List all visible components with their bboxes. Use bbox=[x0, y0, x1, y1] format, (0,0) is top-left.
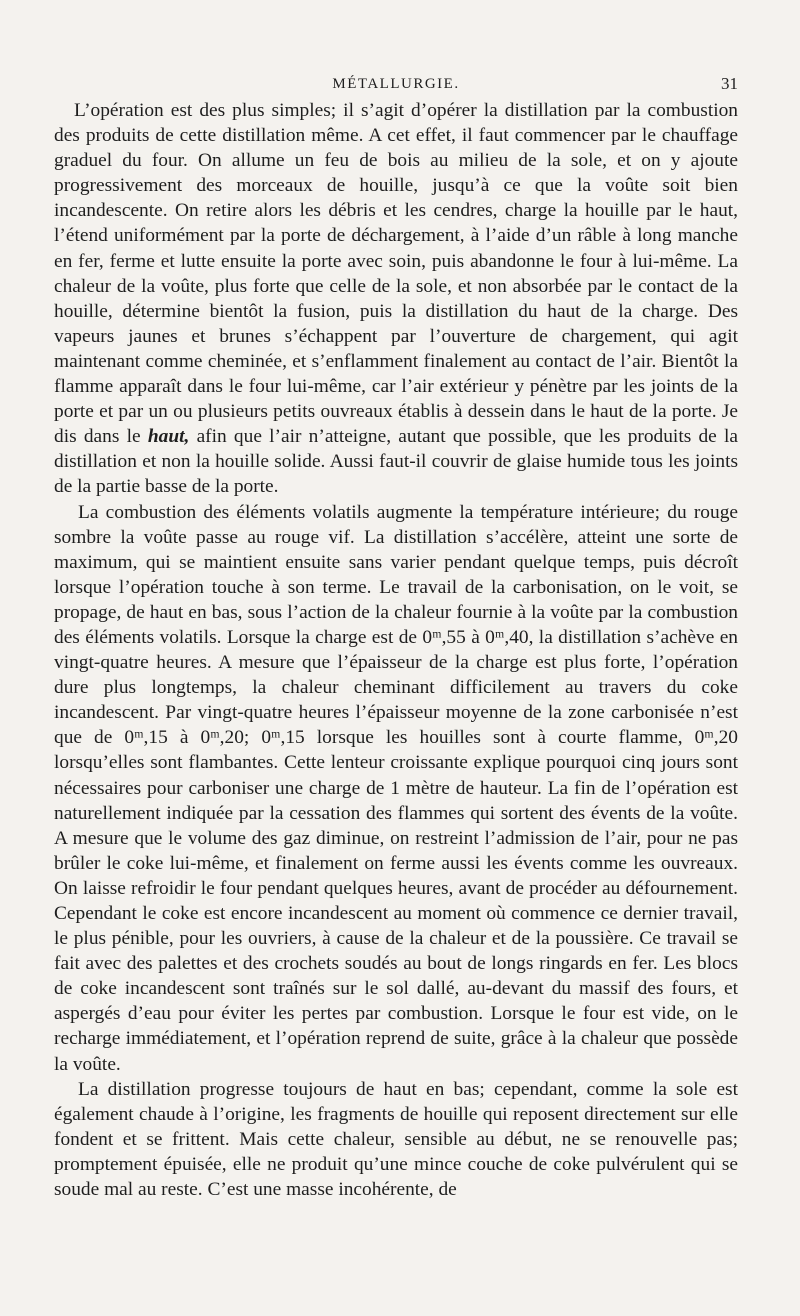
paragraph-2: La combustion des éléments volatils augmente la température intérieure; du rouge sombre la voûte passe au rouge vif. La distillation s’accélère, atteint une sorte de maximum, qui se maintient ensuite sans varier pendant quelque temps, puis décroît lorsque l’opération touche à son terme. Le travail de la carbonisation, on le voit, se propage, de haut en bas, sous l’action de la chaleur fournie à la voûte par la combustion des éléments volatils. Lorsque la charge est de 0ᵐ,55 à 0ᵐ,40, la distillation s’achève en vingt-quatre heures. A mesure que l’épaisseur de la charge est plus forte, l’opération dure plus longtemps, la chaleur cheminant difficilement au travers du coke incandescent. Par vingt-quatre heures l’épaisseur moyenne de la zone carbonisée n’est que de 0ᵐ,15 à 0ᵐ,20; 0ᵐ,15 lorsque les houilles sont à courte flamme, 0ᵐ,20 lorsqu’elles sont flambantes. Cette lenteur croissante explique pourquoi cinq jours sont nécessaires pour carboniser une charge de 1 mètre de hauteur. La fin de l’opération est naturellement indiquée par la cessation des flammes qui sortent des évents de la voûte. A mesure que le volume des gaz diminue, on restreint l’admission de l’air, pour ne pas brûler le coke lui-même, et finalement on ferme aussi les évents comme les ouvreaux. On laisse refroidir le four pendant quelques heures, avant de procéder au défournement. Cependant le coke est encore incandescent au moment où commence ce dernier travail, le plus pénible, pour les ouvriers, à cause de la chaleur et de la poussière. Ce travail se fait avec des palettes et des crochets soudés au bout de longs ringards en fer. Les blocs de coke incandescent sont traînés sur le sol dallé, au-devant du massif des fours, et aspergés d’eau pour éviter les pertes par combustion. Lorsque le four est vide, on le recharge immédiatement, et l’opération reprend de suite, grâce à la chaleur que possède la voûte. bbox=[54, 501, 738, 1075]
paragraph-3: La distillation progresse toujours de haut en bas; cependant, comme la sole est également chaude à l’origine, les fragments de houille qui reposent directement sur elle fondent et se frittent. Mais cette chaleur, sensible au début, ne se renouvelle pas; promptement épuisée, elle ne produit qu’une mince couche de coke pulvérulent qui se soude mal au reste. C’est une masse incohérente, de bbox=[54, 1078, 738, 1201]
paragraph-1 bbox=[54, 98, 738, 500]
page-header bbox=[54, 74, 738, 98]
paragraph-1-text-b: afin que l’air n’atteigne, autant que possible, que les produits de la distillation et non la houille solide. Aussi faut-il couvrir de glaise humide tous les joints de la partie basse de la porte. bbox=[54, 426, 738, 498]
paragraph-1-text-a: L’opération est des plus simples; il s’agit d’opérer la distillation par la combustion des produits de cette distillation même. A cet effet, il faut commencer par le chauffage graduel du four. On allume un feu de bois au milieu de la sole, et on y ajoute progressivement des morceaux de houille, jusqu’à ce que la voûte soit bien incandescente. On retire alors les débris et les cendres, charge la houille par le haut, l’étend uniformément par la porte de déchargement, à l’aide d’un râble à long manche en fer, ferme et lutte ensuite la porte avec soin, puis abandonne le four à lui-même. La chaleur de la voûte, plus forte que celle de la sole, et non absorbée par le contact de la houille, détermine bientôt la fusion, puis la distillation du haut de la charge. Des vapeurs jaunes et brunes s’échappent par l’ouverture de chargement, qui agit maintenant comme cheminée, et s’enflamment finalement au contact de l’air. Bientôt la flamme apparaît dans le four lui-même, car l’air extérieur y pénètre par les joints de la porte et par un ou plusieurs petits ouvreaux établis à dessein dans le haut de la porte. Je dis dans le bbox=[54, 100, 738, 448]
body-text bbox=[54, 98, 738, 1202]
emphasis-haut: haut, bbox=[147, 426, 190, 448]
page-number: 31 bbox=[721, 74, 738, 93]
running-head: MÉTALLURGIE. bbox=[332, 76, 460, 92]
